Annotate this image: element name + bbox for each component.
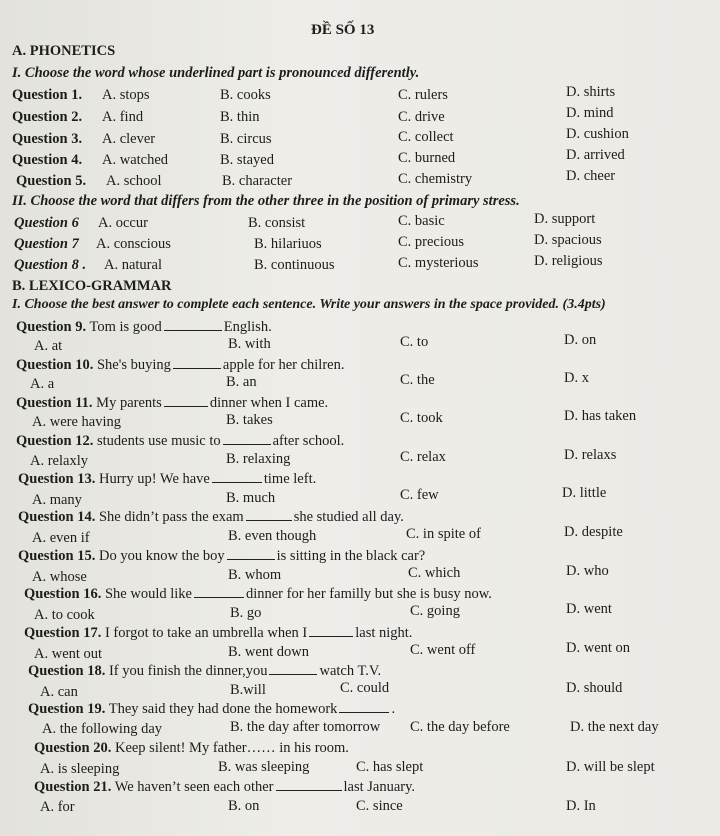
- part3-instruction: I. Choose the best answer to complete each sentence. Write your answers in the space provided. (3.4pts): [12, 297, 606, 312]
- option-a: A. watched: [102, 152, 169, 168]
- option-d: D. spacious: [534, 232, 602, 248]
- option-b: B. hilariuos: [254, 236, 322, 252]
- option-c: C. few: [400, 487, 439, 503]
- option-a: A. many: [32, 492, 82, 508]
- option-d: D. went on: [566, 640, 631, 656]
- answer-blank[interactable]: [223, 432, 271, 445]
- section-lexico-grammar: B. LEXICO-GRAMMAR: [12, 278, 172, 294]
- answer-blank[interactable]: [173, 356, 221, 369]
- option-d: D. x: [564, 370, 589, 386]
- option-b: B. with: [228, 336, 271, 352]
- option-c: C. since: [356, 798, 403, 814]
- option-d: D. went: [566, 601, 612, 617]
- question-label: Question 6: [14, 215, 79, 231]
- answer-blank[interactable]: [164, 318, 222, 331]
- option-c: C. could: [340, 680, 390, 696]
- answer-blank[interactable]: [227, 547, 275, 560]
- option-d: D. relaxs: [564, 447, 617, 463]
- question-stem: Question 12. students use music to after school.: [16, 433, 345, 449]
- option-d: D. has taken: [564, 408, 637, 424]
- option-c: C. the: [400, 372, 435, 388]
- answer-blank[interactable]: [164, 394, 208, 407]
- option-b: B. even though: [228, 528, 317, 544]
- option-a: A. natural: [104, 257, 162, 273]
- question-label: Question 15.: [18, 548, 96, 564]
- option-a: A. find: [102, 109, 144, 125]
- section-phonetics: A. PHONETICS: [12, 43, 116, 59]
- option-b: B. cooks: [220, 87, 271, 103]
- page-title: ĐỀ SỐ 13: [311, 22, 375, 38]
- option-a: A. school: [106, 173, 162, 189]
- option-d: D. on: [564, 332, 597, 348]
- question-stem: Question 14. She didn’t pass the exam she studied all day.: [18, 509, 404, 525]
- option-d: D. cheer: [566, 168, 616, 184]
- question-label: Question 10.: [16, 357, 94, 373]
- option-a: A. conscious: [96, 236, 171, 252]
- option-a: A. clever: [102, 131, 156, 147]
- question-label: Question 16.: [24, 586, 102, 602]
- option-d: D. shirts: [566, 84, 616, 100]
- option-a: A. even if: [32, 530, 90, 546]
- question-label: Question 7: [14, 236, 79, 252]
- question-stem: Question 17. I forgot to take an umbrella when I last night.: [24, 625, 413, 641]
- question-stem: Question 13. Hurry up! We have time left.: [18, 471, 317, 487]
- option-d: D. despite: [564, 524, 623, 540]
- option-a: A. stops: [102, 87, 150, 103]
- answer-blank[interactable]: [212, 470, 262, 483]
- option-a: A. can: [40, 684, 78, 700]
- option-c: C. precious: [398, 234, 465, 250]
- option-c: C. rulers: [398, 87, 448, 103]
- answer-blank[interactable]: [339, 700, 389, 713]
- answer-blank[interactable]: [194, 585, 244, 598]
- question-stem: Question 21. We haven’t seen each other last January.: [34, 779, 416, 795]
- question-label: Question 9.: [16, 319, 87, 335]
- answer-blank[interactable]: [269, 662, 317, 675]
- option-a: A. to cook: [34, 607, 95, 623]
- question-label: Question 20.: [34, 740, 112, 756]
- option-c: C. mysterious: [398, 255, 479, 271]
- option-c: C. has slept: [356, 759, 424, 775]
- question-stem: Question 11. My parents dinner when I came.: [16, 395, 329, 411]
- option-d: D. little: [562, 485, 607, 501]
- option-d: D. religious: [534, 253, 603, 269]
- question-stem: Question 20. Keep silent! My father…… in his room.: [34, 740, 349, 756]
- question-label: Question 8 .: [14, 257, 87, 273]
- question-label: Question 18.: [28, 663, 106, 679]
- option-b: B.will: [230, 682, 266, 698]
- option-a: A. relaxly: [30, 453, 88, 469]
- option-c: C. the day before: [410, 719, 510, 735]
- question-stem: Question 19. They said they had done the homework .: [28, 701, 396, 717]
- question-label: Question 17.: [24, 625, 102, 641]
- option-b: B. the day after tomorrow: [230, 719, 381, 735]
- question-label: Question 13.: [18, 471, 96, 487]
- option-b: B. thin: [220, 109, 260, 125]
- question-label: Question 12.: [16, 433, 94, 449]
- option-d: D. mind: [566, 105, 614, 121]
- option-a: A. were having: [32, 414, 121, 430]
- option-d: D. should: [566, 680, 623, 696]
- option-c: C. chemistry: [398, 171, 473, 187]
- question-label: Question 5.: [16, 173, 87, 189]
- option-b: B. on: [228, 798, 260, 814]
- option-b: B. an: [226, 374, 257, 390]
- question-stem: Question 9. Tom is good English.: [16, 319, 272, 335]
- option-a: A. went out: [34, 646, 103, 662]
- answer-blank[interactable]: [246, 508, 292, 521]
- option-d: D. who: [566, 563, 609, 579]
- answer-blank[interactable]: [309, 624, 353, 637]
- option-c: C. relax: [400, 449, 446, 465]
- option-b: B. relaxing: [226, 451, 291, 467]
- option-d: D. cushion: [566, 126, 629, 142]
- option-b: B. much: [226, 490, 276, 506]
- option-a: A. is sleeping: [40, 761, 120, 777]
- option-b: B. go: [230, 605, 262, 621]
- question-stem: Question 15. Do you know the boy is sitting in the black car?: [18, 548, 426, 564]
- option-a: A. whose: [32, 569, 87, 585]
- question-label: Question 1.: [12, 87, 83, 103]
- option-a: A. occur: [98, 215, 148, 231]
- option-d: D. In: [566, 798, 596, 814]
- part2-instruction: II. Choose the word that differs from the other three in the position of primary stress.: [12, 193, 520, 209]
- option-d: D. arrived: [566, 147, 625, 163]
- question-label: Question 4.: [12, 152, 83, 168]
- question-stem: Question 10. She's buying apple for her chilren.: [16, 357, 345, 373]
- option-a: A. at: [34, 338, 63, 354]
- option-a: A. the following day: [42, 721, 163, 737]
- question-label: Question 21.: [34, 779, 112, 795]
- question-label: Question 11.: [16, 395, 93, 411]
- option-b: B. went down: [228, 644, 309, 660]
- option-c: C. basic: [398, 213, 445, 229]
- option-c: C. drive: [398, 109, 445, 125]
- option-c: C. which: [408, 565, 461, 581]
- option-c: C. to: [400, 334, 429, 350]
- option-b: B. whom: [228, 567, 282, 583]
- question-stem: Question 16. She would like dinner for her familly but she is busy now.: [24, 586, 492, 602]
- option-c: C. went off: [410, 642, 476, 658]
- question-label: Question 2.: [12, 109, 83, 125]
- option-d: D. support: [534, 211, 596, 227]
- option-b: B. takes: [226, 412, 273, 428]
- option-b: B. circus: [220, 131, 272, 147]
- question-label: Question 19.: [28, 701, 106, 717]
- option-d: D. will be slept: [566, 759, 655, 775]
- option-b: B. was sleeping: [218, 759, 310, 775]
- option-b: B. stayed: [220, 152, 274, 168]
- option-b: B. continuous: [254, 257, 335, 273]
- part1-instruction: I. Choose the word whose underlined part is pronounced differently.: [12, 65, 420, 81]
- option-a: A. a: [30, 376, 55, 392]
- question-label: Question 3.: [12, 131, 83, 147]
- question-label: Question 14.: [18, 509, 96, 525]
- option-d: D. the next day: [570, 719, 659, 735]
- option-a: A. for: [40, 799, 75, 815]
- option-c: C. in spite of: [406, 526, 481, 542]
- option-c: C. going: [410, 603, 460, 619]
- answer-blank[interactable]: [276, 778, 342, 791]
- option-c: C. burned: [398, 150, 456, 166]
- option-c: C. collect: [398, 129, 454, 145]
- option-b: B. character: [222, 173, 293, 189]
- question-stem: Question 18. If you finish the dinner,you watch T.V.: [28, 663, 382, 679]
- option-c: C. took: [400, 410, 443, 426]
- option-b: B. consist: [248, 215, 306, 231]
